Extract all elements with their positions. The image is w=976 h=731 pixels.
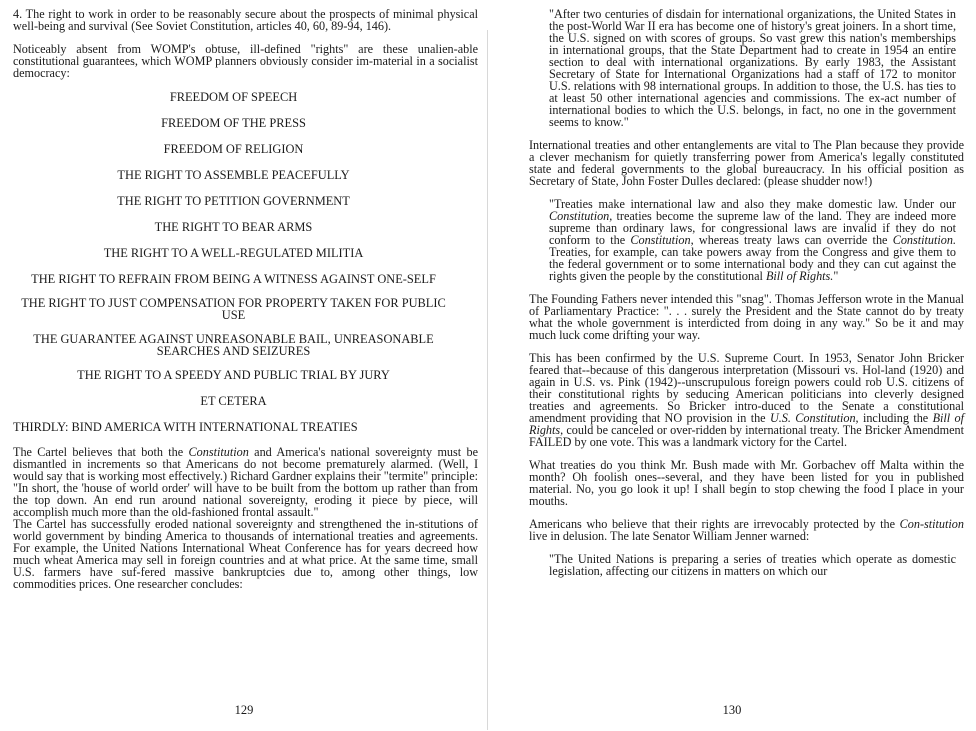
rights-list-item: THE RIGHT TO PETITION GOVERNMENT (117, 194, 350, 208)
paragraph-founding-fathers: The Founding Fathers never intended this "snag". Thomas Jefferson wrote in the Manual of Parliamentary Practice: ". . . surely the President and the State cannot do by treaty what the whole government is interdicted from doing in any way." So be it and may much luck come drifting your way. (529, 292, 964, 342)
rights-list-item: THE RIGHT TO A WELL-REGULATED MILITIA (103, 246, 364, 260)
rights-list-item: THE RIGHT TO A SPEEDY AND PUBLIC TRIAL BY JURY (77, 368, 390, 382)
block-quote-dulles: "Treaties make international law and also they make domestic law. Under our Constitution, treaties become the supreme law of the land. They are indeed more supreme than ordinary laws, for congressional laws are invalid if they do not conform to the Constitution, whereas treaty laws can override the Constitution. Treaties, for example, can take powers away from the Congress and give them to the federal government or to some international body and they can cut against the rights given the people by the constitutional Bill of Rights." (549, 197, 957, 283)
rights-list-item: THE RIGHT TO ASSEMBLE PEACEFULLY (117, 168, 350, 182)
rights-list (13, 91, 478, 407)
page-number: 130 (722, 703, 742, 717)
paragraph-malta: What treaties do you think Mr. Bush made with Mr. Gorbachev off Malta within the month? Oh foolish ones--several, and they have been listed for you in published material. No, you go look it up! I shall begin to stop chewing the food I place in your mouths. (529, 458, 964, 508)
block-quote: "After two centuries of disdain for international organizations, the United States in the post-World War II era has become one of history's great joiners. In a short time, the U.S. signed on with scores of groups. So vast grew this nation's memberships in international groups, that the State Department had to create in 1954 an entire section to deal with international organizations. By early 1983, the Assistant Secretary of State for International Organizations had a staff of 172 to monitor U.S. relations with 98 international groups. In addition to those, the U.S. has ties to at least 50 other international agencies and commissions. The ex-act number of international bodies to which the U.S. belongs, in fact, no one in the government seems to know." (549, 7, 956, 129)
paragraph-eroded-sovereignty: The Cartel has successfully eroded national sovereignty and strengthened the in-stitutions of world government by binding America to thousands of international treaties and agreements. For example, the United Nations International Wheat Conference has for years decreed how much wheat America may sell in foreign countries and at what price. At the same time, small U.S. farmers have suf-fered massive bankruptcies due to, among other things, low commodities prices. One researcher concludes: (13, 517, 478, 591)
rights-list-item: THE GUARANTEE AGAINST UNREASONABLE BAIL, UNREASONABLE SEARCHES AND SEIZURES (33, 332, 434, 358)
rights-list-item: THE RIGHT TO REFRAIN FROM BEING A WITNESS AGAINST ONE-SELF (31, 272, 436, 286)
paragraph-cartel: The Cartel believes that both the Constitution and America's national sovereignty must be dismantled in increments so that Americans do not become prematurely alarmed. (Well, I would say that is working most effectively.) Richard Gardner explains their "termite" principle: "In short, the 'house of world order' will have to be built from the bottom up rather than from the top down. An end run around national sovereignty, eroding it piece by piece, will accomplish much more than the old-fashioned frontal assault." (13, 445, 478, 519)
paragraph-supreme-court: This has been confirmed by the U.S. Supreme Court. In 1953, Senator John Bricker feared that--because of this dangerous interpretation (Missouri vs. Hol-land (1920) and again in U.S. vs. Pink (1942)--unscrupulous foreign powers could rob U.S. citizens of their constitutional rights by seducing American politicians into cleverly designed treaties and agreements. So Bricker intro-duced to the Senate a constitutional amendment providing that NO provision in the U.S. Constitution, including the Bill of Rights, could be canceled or over-ridden by international treaty. The Bricker Amendment FAILED by one vote. This was a landmark victory for the Cartel. (529, 351, 964, 449)
rights-list-item: THE RIGHT TO BEAR ARMS (154, 220, 313, 234)
rights-list-item: FREEDOM OF SPEECH (169, 90, 298, 104)
right-page (488, 0, 976, 731)
rights-list-item: ET CETERA (200, 394, 267, 408)
paragraph-item-4: 4. The right to work in order to be reasonably secure about the prospects of minimal physical well-being and survival (See Soviet Constitution, articles 40, 60, 89-94, 146). (13, 7, 478, 33)
section-heading: THIRDLY: BIND AMERICA WITH INTERNATIONAL TREATIES (13, 420, 358, 434)
page-number: 129 (234, 703, 254, 717)
paragraph-treaties: International treaties and other entanglements are vital to The Plan because they provide a clever mechanism for quietly transferring power from America's legally constituted state and federal governments to the global bureaucracy. In his official position as Secretary of State, John Foster Dulles declared: (please shudder now!) (529, 138, 964, 188)
rights-list-item: THE RIGHT TO JUST COMPENSATION FOR PROPERTY TAKEN FOR PUBLIC USE (21, 296, 446, 322)
rights-list-item: FREEDOM OF THE PRESS (161, 116, 306, 130)
paragraph-absent-rights: Noticeably absent from WOMP's obtuse, ill-defined "rights" are these unalien-able constitutional guarantees, which WOMP planners obviously consider im-material in a socialist democracy: (13, 42, 478, 80)
paragraph-americans: Americans who believe that their rights are irrevocably protected by the Con-stitution live in delusion. The late Senator William Jenner warned: (529, 517, 964, 543)
rights-list-item: FREEDOM OF RELIGION (163, 142, 304, 156)
block-quote-jenner: "The United Nations is preparing a series of treaties which operate as domestic legislation, affecting our citizens in matters on which our (549, 552, 956, 578)
